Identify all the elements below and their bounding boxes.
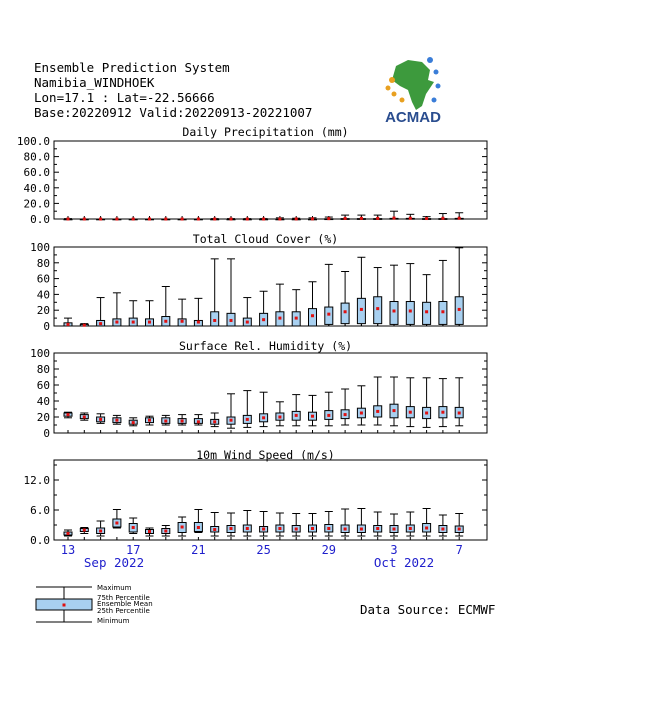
y-tick-label: 80.0 [23,150,50,164]
panel-2 [30,232,487,333]
mean-marker [262,416,265,419]
mean-marker [295,528,298,531]
mean-marker [132,321,135,324]
iqr-box [309,309,317,326]
mean-marker [344,310,347,313]
mean-marker [164,530,167,533]
legend-label: Maximum [97,584,132,592]
legend-mean-marker [63,604,66,607]
mean-marker [295,217,298,220]
legend-label: 75th Percentile [97,594,150,602]
mean-marker [393,217,396,220]
iqr-box [390,302,398,325]
panel-title: Total Cloud Cover (%) [192,232,339,246]
mean-marker [458,308,461,311]
mean-marker [197,218,200,221]
y-tick-label: 40 [36,395,50,408]
mean-marker [67,323,70,326]
mean-marker [230,527,233,530]
mean-marker [99,218,102,221]
y-tick-label: 20.0 [23,197,50,211]
legend-label: Ensemble Mean [97,600,153,608]
mean-marker [197,526,200,529]
title-line-system: Ensemble Prediction System [34,60,230,75]
mean-marker [246,418,249,421]
mean-marker [393,409,396,412]
mean-marker [230,319,233,322]
mean-marker [148,530,151,533]
mean-marker [83,218,86,221]
mean-marker [344,413,347,416]
y-tick-label: 100 [30,241,50,254]
y-tick-label: 60 [36,272,50,286]
legend [36,584,153,625]
x-month-label: Oct 2022 [373,555,435,570]
logo-text: ACMAD [385,109,441,126]
mean-marker [376,410,379,413]
y-tick-label: 100.0 [16,135,50,148]
mean-marker [393,528,396,531]
y-tick-label: 0 [43,427,50,440]
panel-title: 10m Wind Speed (m/s) [196,448,335,462]
data-source: Data Source: ECMWF [360,602,496,617]
y-tick-label: 0.0 [30,534,50,547]
mean-marker [148,419,151,422]
mean-marker [148,321,151,324]
panel-3 [30,339,487,440]
mean-marker [360,412,363,415]
mean-marker [278,317,281,320]
mean-marker [181,218,184,221]
mean-marker [441,310,444,313]
mean-marker [360,308,363,311]
mean-marker [213,528,216,531]
mean-marker [148,218,151,221]
title-line-coordinates: Lon=17.1 : Lat=-22.56666 [34,90,215,105]
mean-marker [230,419,233,422]
x-day-label: 3 [390,543,398,557]
x-day-label: 17 [125,543,141,557]
mean-marker [278,416,281,419]
mean-marker [262,318,265,321]
mean-marker [327,414,330,417]
mean-marker [376,307,379,310]
mean-marker [278,527,281,530]
y-tick-label: 20 [36,304,50,318]
mean-marker [132,421,135,424]
mean-marker [83,416,86,419]
y-tick-label: 100 [30,347,50,360]
y-tick-label: 60.0 [23,166,50,180]
x-day-label: 7 [455,543,463,557]
mean-marker [213,319,216,322]
y-tick-label: 80 [36,363,50,376]
mean-marker [164,218,167,221]
mean-marker [181,420,184,423]
mean-marker [132,218,135,221]
mean-marker [115,321,118,324]
mean-marker [67,413,70,416]
mean-marker [425,310,428,313]
mean-marker [262,528,265,531]
mean-marker [393,309,396,312]
mean-marker [197,321,200,324]
iqr-box [341,303,349,324]
y-tick-label: 0.0 [30,213,50,226]
panel-4 [24,448,488,547]
plot-frame [54,247,487,326]
mean-marker [425,412,428,415]
plot-frame [54,141,487,219]
y-tick-label: 40.0 [23,181,50,195]
mean-marker [441,217,444,220]
mean-marker [311,415,314,418]
mean-marker [409,217,412,220]
mean-marker [458,217,461,220]
mean-marker [311,314,314,317]
iqr-box [374,297,382,324]
panel-1 [17,125,487,226]
mean-marker [246,218,249,221]
title-line-location: Namibia_WINDHOEK [34,75,155,90]
y-tick-label: 60 [36,379,50,392]
mean-marker [246,321,249,324]
mean-marker [67,218,70,221]
mean-marker [115,419,118,422]
mean-marker [409,411,412,414]
y-tick-label: 6.0 [30,504,50,517]
mean-marker [344,217,347,220]
panel-title: Daily Precipitation (mm) [182,125,349,139]
mean-marker [376,527,379,530]
x-month-label: Sep 2022 [83,555,145,570]
mean-marker [441,528,444,531]
mean-marker [246,527,249,530]
title-line-base-valid: Base:20220912 Valid:20220913-20221007 [34,105,313,120]
x-day-label: 25 [256,543,271,557]
x-day-label: 21 [191,543,206,557]
mean-marker [458,528,461,531]
x-day-label: 13 [60,543,76,557]
mean-marker [311,217,314,220]
legend-label: 25th Percentile [97,607,150,615]
mean-marker [327,217,330,220]
iqr-box [357,298,365,323]
mean-marker [295,317,298,320]
x-day-label: 29 [321,543,337,557]
mean-marker [425,527,428,530]
mean-marker [83,324,86,327]
mean-marker [409,309,412,312]
mean-marker [376,217,379,220]
y-tick-label: 80 [36,256,50,270]
mean-marker [360,217,363,220]
mean-marker [441,411,444,414]
y-tick-label: 40 [36,288,50,302]
mean-marker [115,218,118,221]
mean-marker [327,527,330,530]
mean-marker [262,218,265,221]
mean-marker [67,532,70,535]
mean-marker [311,527,314,530]
mean-marker [181,320,184,323]
mean-marker [181,526,184,529]
mean-marker [409,527,412,530]
mean-marker [99,322,102,325]
iqr-box [423,302,431,324]
mean-marker [425,217,428,220]
mean-marker [115,522,118,525]
iqr-box [325,307,333,324]
legend-label: Minimum [97,617,130,625]
y-tick-label: 0 [43,320,50,333]
mean-marker [164,320,167,323]
mean-marker [213,218,216,221]
mean-marker [344,528,347,531]
mean-marker [83,529,86,532]
mean-marker [132,526,135,529]
panel-title: Surface Rel. Humidity (%) [178,339,353,353]
mean-marker [360,528,363,531]
mean-marker [295,414,298,417]
iqr-box [406,302,414,325]
iqr-box [211,312,219,326]
y-tick-label: 20 [36,411,50,424]
mean-marker [327,313,330,316]
mean-marker [278,218,281,221]
mean-marker [458,412,461,415]
mean-marker [213,420,216,423]
mean-marker [99,530,102,533]
mean-marker [230,218,233,221]
y-tick-label: 12.0 [23,474,50,487]
mean-marker [164,420,167,423]
mean-marker [197,420,200,423]
mean-marker [99,418,102,421]
